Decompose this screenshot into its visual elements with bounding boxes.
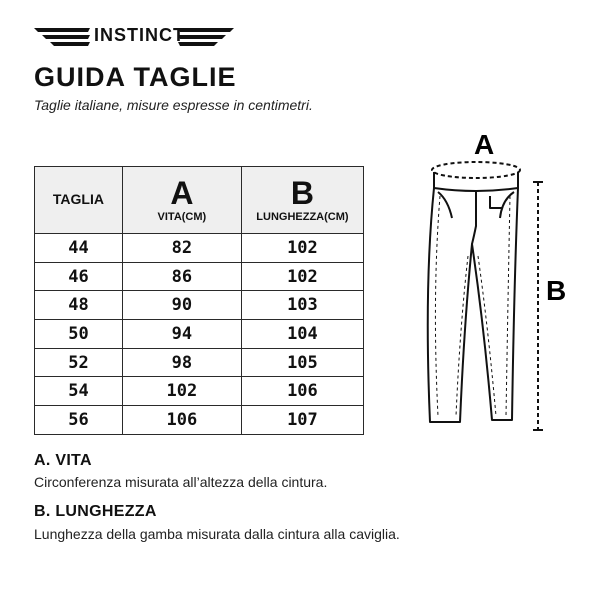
cell-length: 105 (241, 348, 363, 377)
waist-description-title: A. VITA (34, 452, 92, 469)
header-waist-letter: A (170, 175, 194, 211)
table-row (35, 377, 364, 406)
brand-logo (34, 22, 234, 50)
page-subtitle: Taglie italiane, misure espresse in centimetri. (34, 97, 313, 113)
cell-size: 56 (35, 406, 123, 435)
cell-waist: 98 (122, 348, 241, 377)
cell-size: 50 (35, 320, 123, 349)
diagram-label-a: A (474, 129, 495, 160)
brand-name: INSTINCT (94, 25, 185, 45)
header-size (35, 167, 123, 234)
cell-waist: 86 (122, 262, 241, 291)
table-row (35, 406, 364, 435)
length-description-title: B. LUNGHEZZA (34, 503, 157, 520)
diagram-label-b: B (546, 275, 567, 306)
header-waist-label: VITA(CM) (157, 211, 207, 223)
header-length-label: LUNGHEZZA(CM) (256, 211, 349, 223)
table-row (35, 234, 364, 263)
table-row (35, 291, 364, 320)
header-length-letter: B (290, 175, 314, 211)
table-row (35, 262, 364, 291)
header-length (241, 167, 363, 234)
cell-waist: 94 (122, 320, 241, 349)
table-header-row (35, 167, 364, 234)
cell-waist: 102 (122, 377, 241, 406)
cell-size: 48 (35, 291, 123, 320)
cell-waist: 82 (122, 234, 241, 263)
cell-size: 44 (35, 234, 123, 263)
table-row (35, 348, 364, 377)
table-row (35, 320, 364, 349)
length-description-text: Lunghezza della gamba misurata dalla cintura alla caviglia. (34, 526, 400, 542)
cell-size: 54 (35, 377, 123, 406)
cell-waist: 106 (122, 406, 241, 435)
header-size-label: TAGLIA (52, 191, 104, 207)
cell-length: 104 (241, 320, 363, 349)
waist-description-text: Circonferenza misurata all’altezza della cintura. (34, 474, 328, 490)
cell-size: 52 (35, 348, 123, 377)
trousers-icon (428, 172, 518, 422)
cell-length: 103 (241, 291, 363, 320)
cell-size: 46 (35, 262, 123, 291)
cell-length: 102 (241, 234, 363, 263)
cell-length: 102 (241, 262, 363, 291)
waist-measure-ellipse (432, 162, 520, 178)
header-waist (122, 167, 241, 234)
page-title: GUIDA TAGLIE (34, 62, 237, 92)
trousers-diagram (410, 126, 580, 446)
size-table (34, 166, 364, 435)
cell-length: 107 (241, 406, 363, 435)
cell-length: 106 (241, 377, 363, 406)
cell-waist: 90 (122, 291, 241, 320)
